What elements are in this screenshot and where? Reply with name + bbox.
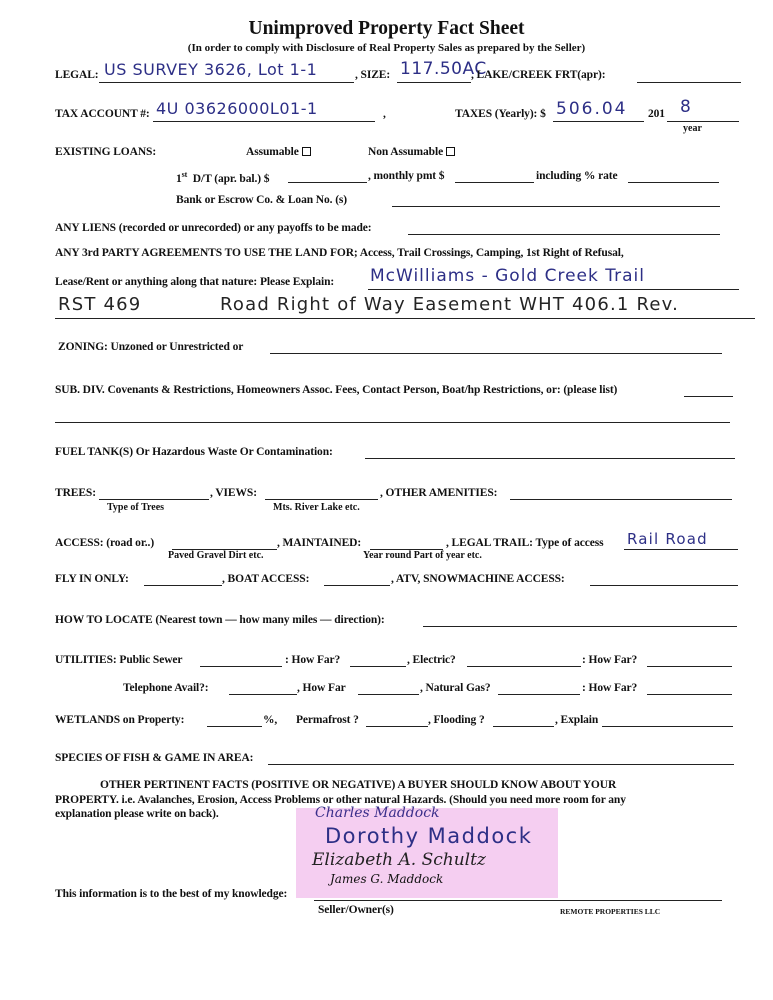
tax-year-value: 8 (680, 97, 692, 117)
fuel-tank-label: FUEL TANK(S) Or Hazardous Waste Or Contamination: (55, 446, 333, 458)
tax-year-caption: year (683, 123, 702, 134)
subdiv-field-line1[interactable] (684, 396, 733, 397)
trees-caption: Type of Trees (107, 502, 165, 513)
assumable-checkbox[interactable] (302, 147, 311, 156)
company-name: REMOTE PROPERTIES LLC (560, 907, 661, 916)
liens-field-line[interactable] (408, 234, 720, 235)
electric-label: , Electric? (407, 654, 456, 666)
gas-how-far-field-line[interactable] (647, 694, 732, 695)
size-value: 117.50AC (400, 59, 487, 79)
other-amenities-field-line[interactable] (510, 499, 732, 500)
other-amenities-label: , OTHER AMENITIES: (380, 487, 498, 499)
bank-escrow-field-line[interactable] (392, 206, 720, 207)
tax-account-comma: , (383, 108, 386, 120)
monthly-pmt-field-line[interactable] (455, 182, 534, 183)
monthly-pmt-label: , monthly pmt $ (368, 170, 445, 182)
atv-access-label: , ATV, SNOWMACHINE ACCESS: (391, 573, 565, 585)
species-label: SPECIES OF FISH & GAME IN AREA: (55, 752, 254, 764)
lake-creek-label: , LAKE/CREEK FRT(apr): (471, 69, 606, 81)
assumable-label: Assumable (246, 146, 299, 158)
assumable-option (246, 146, 311, 158)
wetlands-label: WETLANDS on Property: (55, 714, 185, 726)
maintained-label: , MAINTAINED: (277, 537, 362, 549)
fuel-tank-field-line[interactable] (365, 458, 735, 459)
views-caption: Mts. River Lake etc. (273, 502, 360, 513)
atv-access-field-line[interactable] (590, 585, 738, 586)
taxes-yearly-field-line[interactable] (553, 121, 644, 122)
tax-account-value: 4U 03626000L01-1 (156, 99, 318, 118)
agreements-label-line1: ANY 3rd PARTY AGREEMENTS TO USE THE LAND FOR; Access, Trail Crossings, Camping, 1st Right of Refusal, (55, 247, 624, 259)
agreements-answer-line2-a: RST 469 (58, 294, 142, 315)
agreements-answer-line1: McWilliams - Gold Creek Trail (370, 266, 646, 286)
non-assumable-checkbox[interactable] (446, 147, 455, 156)
bank-escrow-label: Bank or Escrow Co. & Loan No. (s) (176, 194, 348, 206)
signature-james: James G. Maddock (330, 872, 444, 886)
tax-account-label: TAX ACCOUNT #: (55, 108, 150, 120)
electric-field-line[interactable] (467, 666, 581, 667)
telephone-how-far-field-line[interactable] (358, 694, 419, 695)
page-subtitle: (In order to comply with Disclosure of Real Property Sales as prepared by the Seller) (187, 42, 586, 54)
access-label: ACCESS: (road or..) (55, 537, 155, 549)
first-dt-suffix: st (181, 170, 188, 179)
gas-how-far-label: : How Far? (582, 682, 638, 694)
fly-in-label: FLY IN ONLY: (55, 573, 129, 585)
taxes-yearly-label: TAXES (Yearly): $ (455, 108, 546, 120)
telephone-field-line[interactable] (229, 694, 297, 695)
flooding-field-line[interactable] (493, 726, 554, 727)
agreements-answer-line2-b: Road Right of Way Easement WHT 406.1 Rev. (220, 294, 680, 315)
flooding-label: , Flooding ? (428, 714, 485, 726)
sewer-how-far-label: : How Far? (285, 654, 341, 666)
zoning-field-line[interactable] (270, 353, 722, 354)
legal-value: US SURVEY 3626, Lot 1-1 (104, 60, 318, 79)
legal-trail-label: , LEGAL TRAIL: Type of access (446, 537, 604, 549)
first-dt-number: 1 (176, 172, 182, 185)
electric-how-far-field-line[interactable] (647, 666, 732, 667)
non-assumable-label: Non Assumable (368, 146, 444, 158)
non-assumable-option (368, 146, 455, 158)
knowledge-statement: This information is to the best of my knowledge: (55, 888, 288, 900)
access-caption: Paved Gravel Dirt etc. (168, 550, 264, 561)
permafrost-label: Permafrost ? (296, 714, 359, 726)
boat-access-label: , BOAT ACCESS: (222, 573, 310, 585)
first-dt-label (176, 170, 269, 185)
other-facts-line2: PROPERTY. i.e. Avalanches, Erosion, Access Problems or other natural Hazards. (Should you need more room for any (55, 794, 626, 806)
signature-elizabeth: Elizabeth A. Schultz (312, 850, 486, 870)
trees-field-line[interactable] (99, 499, 209, 500)
electric-how-far-label: : How Far? (582, 654, 638, 666)
signature-dorothy: Dorothy Maddock (325, 824, 533, 848)
sewer-field-line[interactable] (200, 666, 282, 667)
tax-account-field-line[interactable] (153, 121, 375, 122)
legal-trail-field-line[interactable] (624, 549, 738, 550)
other-facts-line1: OTHER PERTINENT FACTS (POSITIVE OR NEGATIVE) A BUYER SHOULD KNOW ABOUT YOUR (100, 779, 617, 791)
rate-field-line[interactable] (628, 182, 719, 183)
agreements-field-line2[interactable] (55, 318, 755, 319)
page-title: Unimproved Property Fact Sheet (248, 18, 525, 39)
signature-charles: Charles Maddock (315, 805, 440, 821)
natural-gas-field-line[interactable] (498, 694, 580, 695)
legal-trail-value: Rail Road (627, 530, 708, 548)
permafrost-field-line[interactable] (366, 726, 428, 727)
how-to-locate-field-line[interactable] (423, 626, 737, 627)
telephone-how-far-label: , How Far (297, 682, 346, 694)
liens-label: ANY LIENS (recorded or unrecorded) or any payoffs to be made: (55, 222, 372, 234)
explain-label: , Explain (555, 714, 599, 726)
existing-loans-label: EXISTING LOANS: (55, 146, 157, 158)
wetlands-field-line[interactable] (207, 726, 262, 727)
boat-access-field-line[interactable] (324, 585, 390, 586)
natural-gas-label: , Natural Gas? (420, 682, 491, 694)
maintained-caption: Year round Part of year etc. (363, 550, 482, 561)
subdiv-label: SUB. DIV. Covenants & Restrictions, Homeowners Assoc. Fees, Contact Person, Boat/hp Restrictions, or: (please list) (55, 384, 618, 396)
first-dt-text: D/T (apr. bal.) $ (192, 172, 270, 185)
trees-label: TREES: (55, 487, 96, 499)
wetlands-percent: %, (263, 714, 278, 726)
explain-field-line[interactable] (602, 726, 733, 727)
subdiv-field-line2[interactable] (55, 422, 730, 423)
telephone-label: Telephone Avail?: (123, 682, 209, 694)
taxes-yearly-value: 506.04 (556, 99, 628, 119)
legal-field-line[interactable] (99, 82, 354, 83)
legal-label: LEGAL: (55, 69, 99, 81)
agreements-label-line2: Lease/Rent or anything along that nature: Please Explain: (55, 276, 335, 288)
size-field-line[interactable] (397, 82, 471, 83)
sewer-how-far-field-line[interactable] (350, 666, 406, 667)
tax-year-field-line[interactable] (667, 121, 739, 122)
seller-signature-line[interactable] (314, 900, 722, 901)
lake-creek-field-line[interactable] (637, 82, 741, 83)
views-field-line[interactable] (265, 499, 378, 500)
zoning-label: ZONING: Unzoned or Unrestricted or (58, 341, 244, 353)
dt-balance-field-line[interactable] (288, 182, 367, 183)
tax-year-prefix: 201 (648, 108, 665, 120)
utilities-sewer-label: UTILITIES: Public Sewer (55, 654, 183, 666)
how-to-locate-label: HOW TO LOCATE (Nearest town — how many miles — direction): (55, 614, 385, 626)
size-label: , SIZE: (355, 69, 391, 81)
species-field-line[interactable] (268, 764, 734, 765)
agreements-field-line1[interactable] (368, 289, 739, 290)
seller-owner-caption: Seller/Owner(s) (318, 904, 394, 916)
views-label: , VIEWS: (210, 487, 257, 499)
rate-label: including % rate (536, 170, 618, 182)
other-facts-line3: explanation please write on back). (55, 808, 219, 820)
fly-in-field-line[interactable] (144, 585, 222, 586)
